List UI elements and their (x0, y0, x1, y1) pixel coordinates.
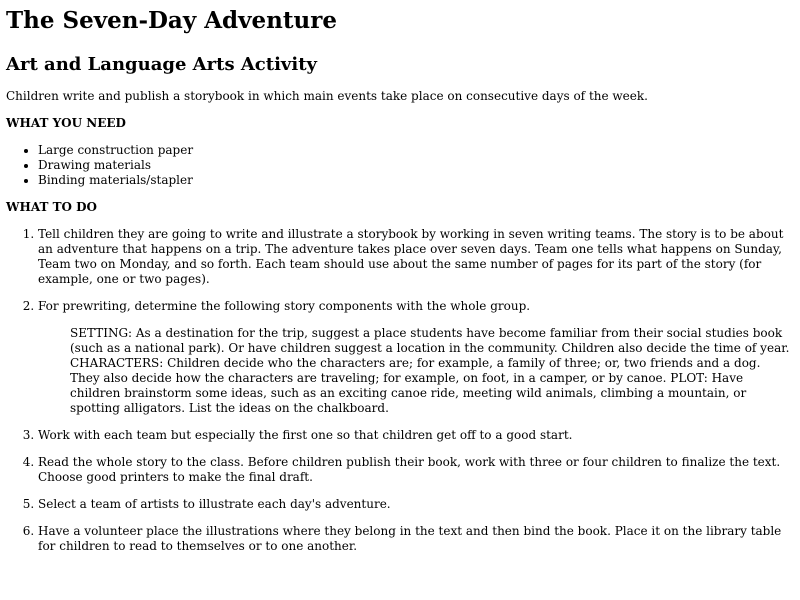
page-subtitle: Art and Language Arts Activity (6, 54, 317, 75)
need-list (6, 143, 792, 188)
step-item (38, 455, 792, 485)
step-item (38, 299, 792, 416)
characters-text: CHARACTERS: Children decide who the characters are; for example, a family of three; or, two friends and a dog. They also decide how the characters are traveling; for example, on foot, in a camper, or by canoe. PLOT: Have children brainstorm some ideas, such as an exciting canoe ride, meeting wild animals, climbing a mountain, or spotting alligators. List the ideas on the chalkboard. (70, 356, 761, 415)
todo-heading: WHAT TO DO (6, 200, 97, 214)
need-heading: WHAT YOU NEED (6, 116, 126, 130)
list-item: • Large construction paper (38, 143, 792, 158)
step-text: 3. Work with each team but especially the first one so that children get off to a good start. (38, 428, 573, 442)
step-item (38, 227, 792, 287)
step-item (38, 524, 792, 554)
step-text: 2. For prewriting, determine the following story components with the whole group. (38, 299, 531, 313)
story-components (70, 326, 792, 416)
list-item: • Drawing materials (38, 158, 792, 173)
step-text: 4. Read the whole story to the class. Before children publish their book, work with three or four children to finalize the text. Choose good printers to make the final draft. (38, 455, 781, 484)
step-text: 6. Have a volunteer place the illustrations where they belong in the text and then bind the book. Place it on the library table for children to read to themselves or to one another. (38, 524, 782, 553)
page-title: The Seven-Day Adventure (6, 7, 337, 34)
step-text: 1. Tell children they are going to write and illustrate a storybook by working in seven writing teams. The story is to be about an adventure that happens on a trip. The adventure takes place over seven days. Team one tells what happens on Sunday, Team two on Monday, and so forth. Each team should use about the same number of pages for its part of the story (for example, one or two pages). (38, 227, 784, 286)
step-text: 5. Select a team of artists to illustrate each day's adventure. (38, 497, 391, 511)
step-item (38, 428, 792, 443)
intro-text: Children write and publish a storybook in which main events take place on consecutive days of the week. (6, 89, 648, 103)
step-item (38, 497, 792, 512)
list-item: • Binding materials/stapler (38, 173, 792, 188)
todo-list (6, 227, 792, 554)
setting-text: SETTING: As a destination for the trip, suggest a place students have become familiar from their social studies book (such as a national park). Or have children suggest a location in the community. Children also decide the time of year. (70, 326, 790, 355)
